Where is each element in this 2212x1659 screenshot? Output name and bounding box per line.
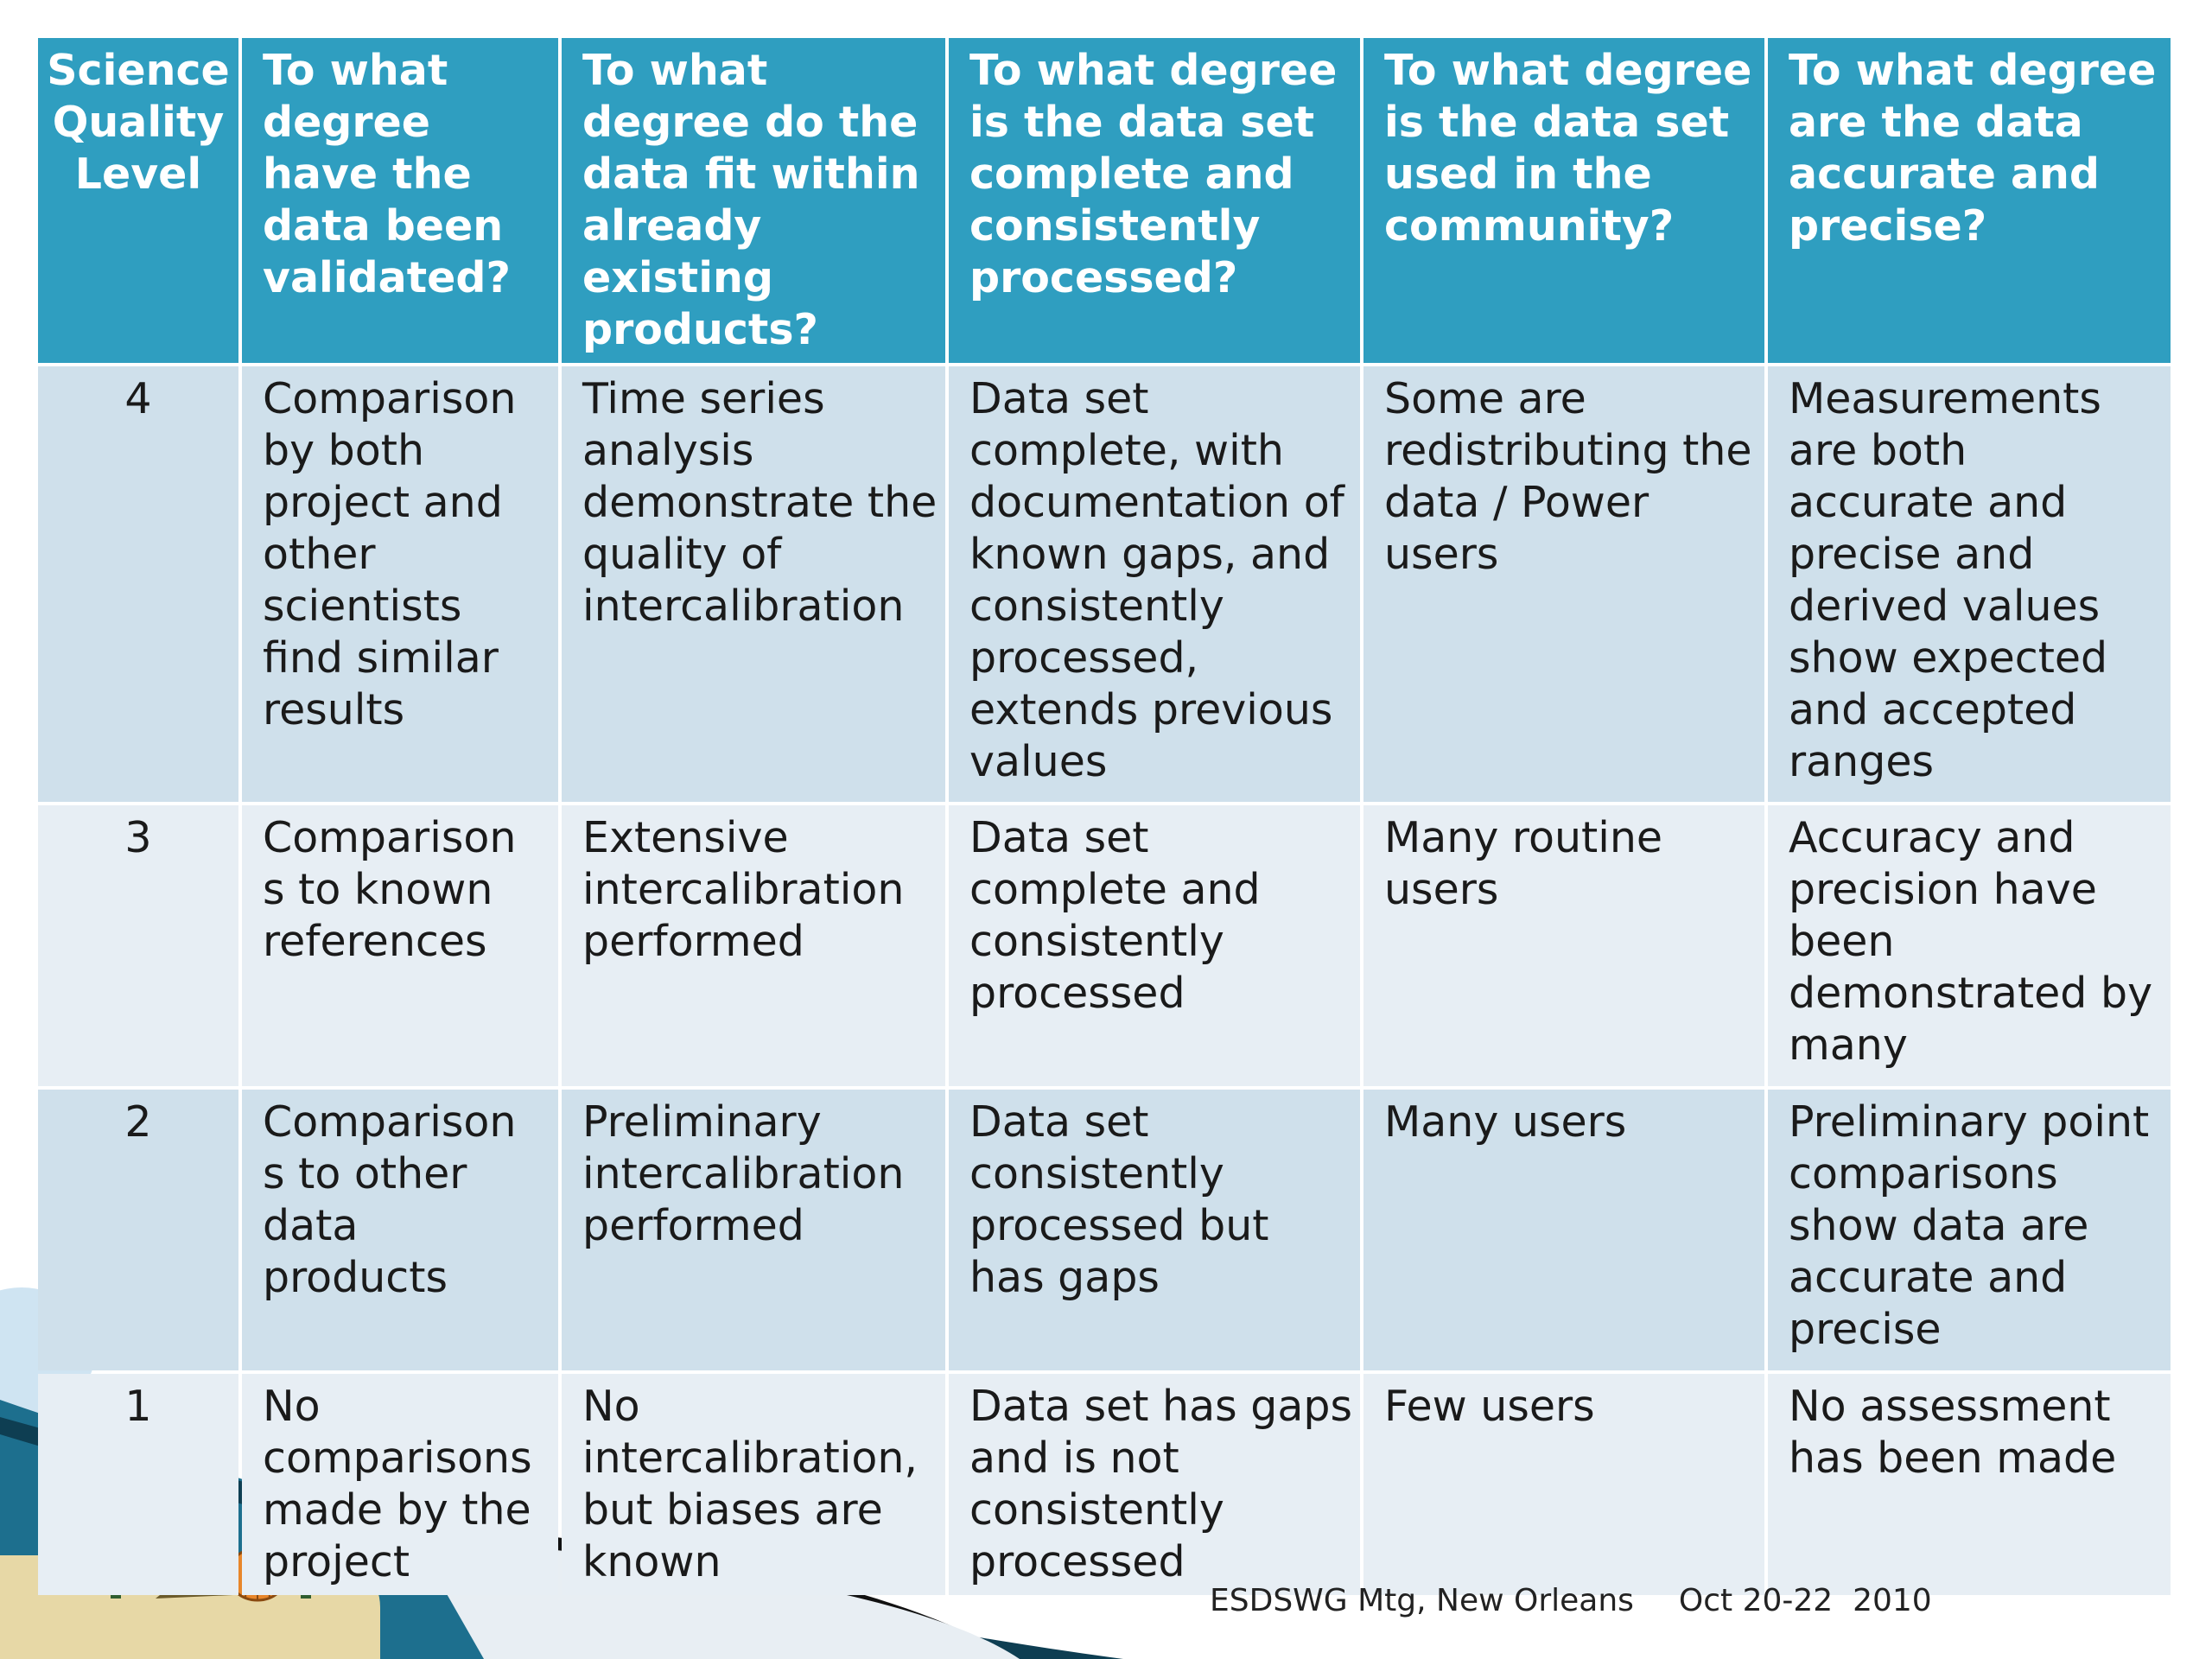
slide-footer [1210, 1583, 1932, 1618]
table-cell: Preliminary point comparisons show data are accurate and precise [1768, 1090, 2171, 1370]
table-cell: Measurements are both accurate and precise and derived values show expected and accepted ranges [1768, 366, 2171, 802]
table-row [38, 1374, 2171, 1595]
table-row [38, 1090, 2171, 1370]
level-cell: 3 [38, 805, 238, 1086]
table-cell: No intercalibration, but biases are known [562, 1374, 945, 1595]
column-header-fit-existing-products: To what degree do the data fit within already existing products? [562, 38, 945, 363]
table-cell: Data set consistently processed but has gaps [949, 1090, 1360, 1370]
table-cell: Extensive intercalibration performed [562, 805, 945, 1086]
table-cell: Data set complete and consistently processed [949, 805, 1360, 1086]
table-cell: Few users [1363, 1374, 1764, 1595]
table-header-row [38, 38, 2171, 363]
table-cell: Time series analysis demonstrate the quality of intercalibration [562, 366, 945, 802]
table-cell: Data set has gaps and is not consistently processed [949, 1374, 1360, 1595]
table-cell: Data set complete, with documentation of known gaps, and consistently processed, extends previous values [949, 366, 1360, 802]
science-quality-table [35, 35, 2174, 1599]
column-header-accuracy-precision: To what degree are the data accurate and precise? [1768, 38, 2171, 363]
science-quality-table-container [38, 38, 2171, 1599]
column-header-complete-consistent: To what degree is the data set complete and consistently processed? [949, 38, 1360, 363]
table-cell: Comparison s to known references [242, 805, 558, 1086]
table-cell: Many users [1363, 1090, 1764, 1370]
table-row [38, 366, 2171, 802]
column-header-validated: To what degree have the data been validated? [242, 38, 558, 363]
table-cell: No assessment has been made [1768, 1374, 2171, 1595]
column-header-community-use: To what degree is the data set used in the community? [1363, 38, 1764, 363]
table-cell: Some are redistributing the data / Power users [1363, 366, 1764, 802]
level-cell: 1 [38, 1374, 238, 1595]
footer-date: Oct 20-22 2010 [1678, 1583, 1932, 1618]
table-cell: Comparison by both project and other scientists find similar results [242, 366, 558, 802]
level-cell: 2 [38, 1090, 238, 1370]
table-cell: No comparisons made by the project [242, 1374, 558, 1595]
table-cell: Accuracy and precision have been demonstrated by many [1768, 805, 2171, 1086]
column-header-quality-level: Science Quality Level [38, 38, 238, 363]
footer-event: ESDSWG Mtg, New Orleans [1210, 1583, 1634, 1618]
level-cell: 4 [38, 366, 238, 802]
table-row [38, 805, 2171, 1086]
table-cell: Preliminary intercalibration performed [562, 1090, 945, 1370]
table-cell: Comparison s to other data products [242, 1090, 558, 1370]
table-cell: Many routine users [1363, 805, 1764, 1086]
